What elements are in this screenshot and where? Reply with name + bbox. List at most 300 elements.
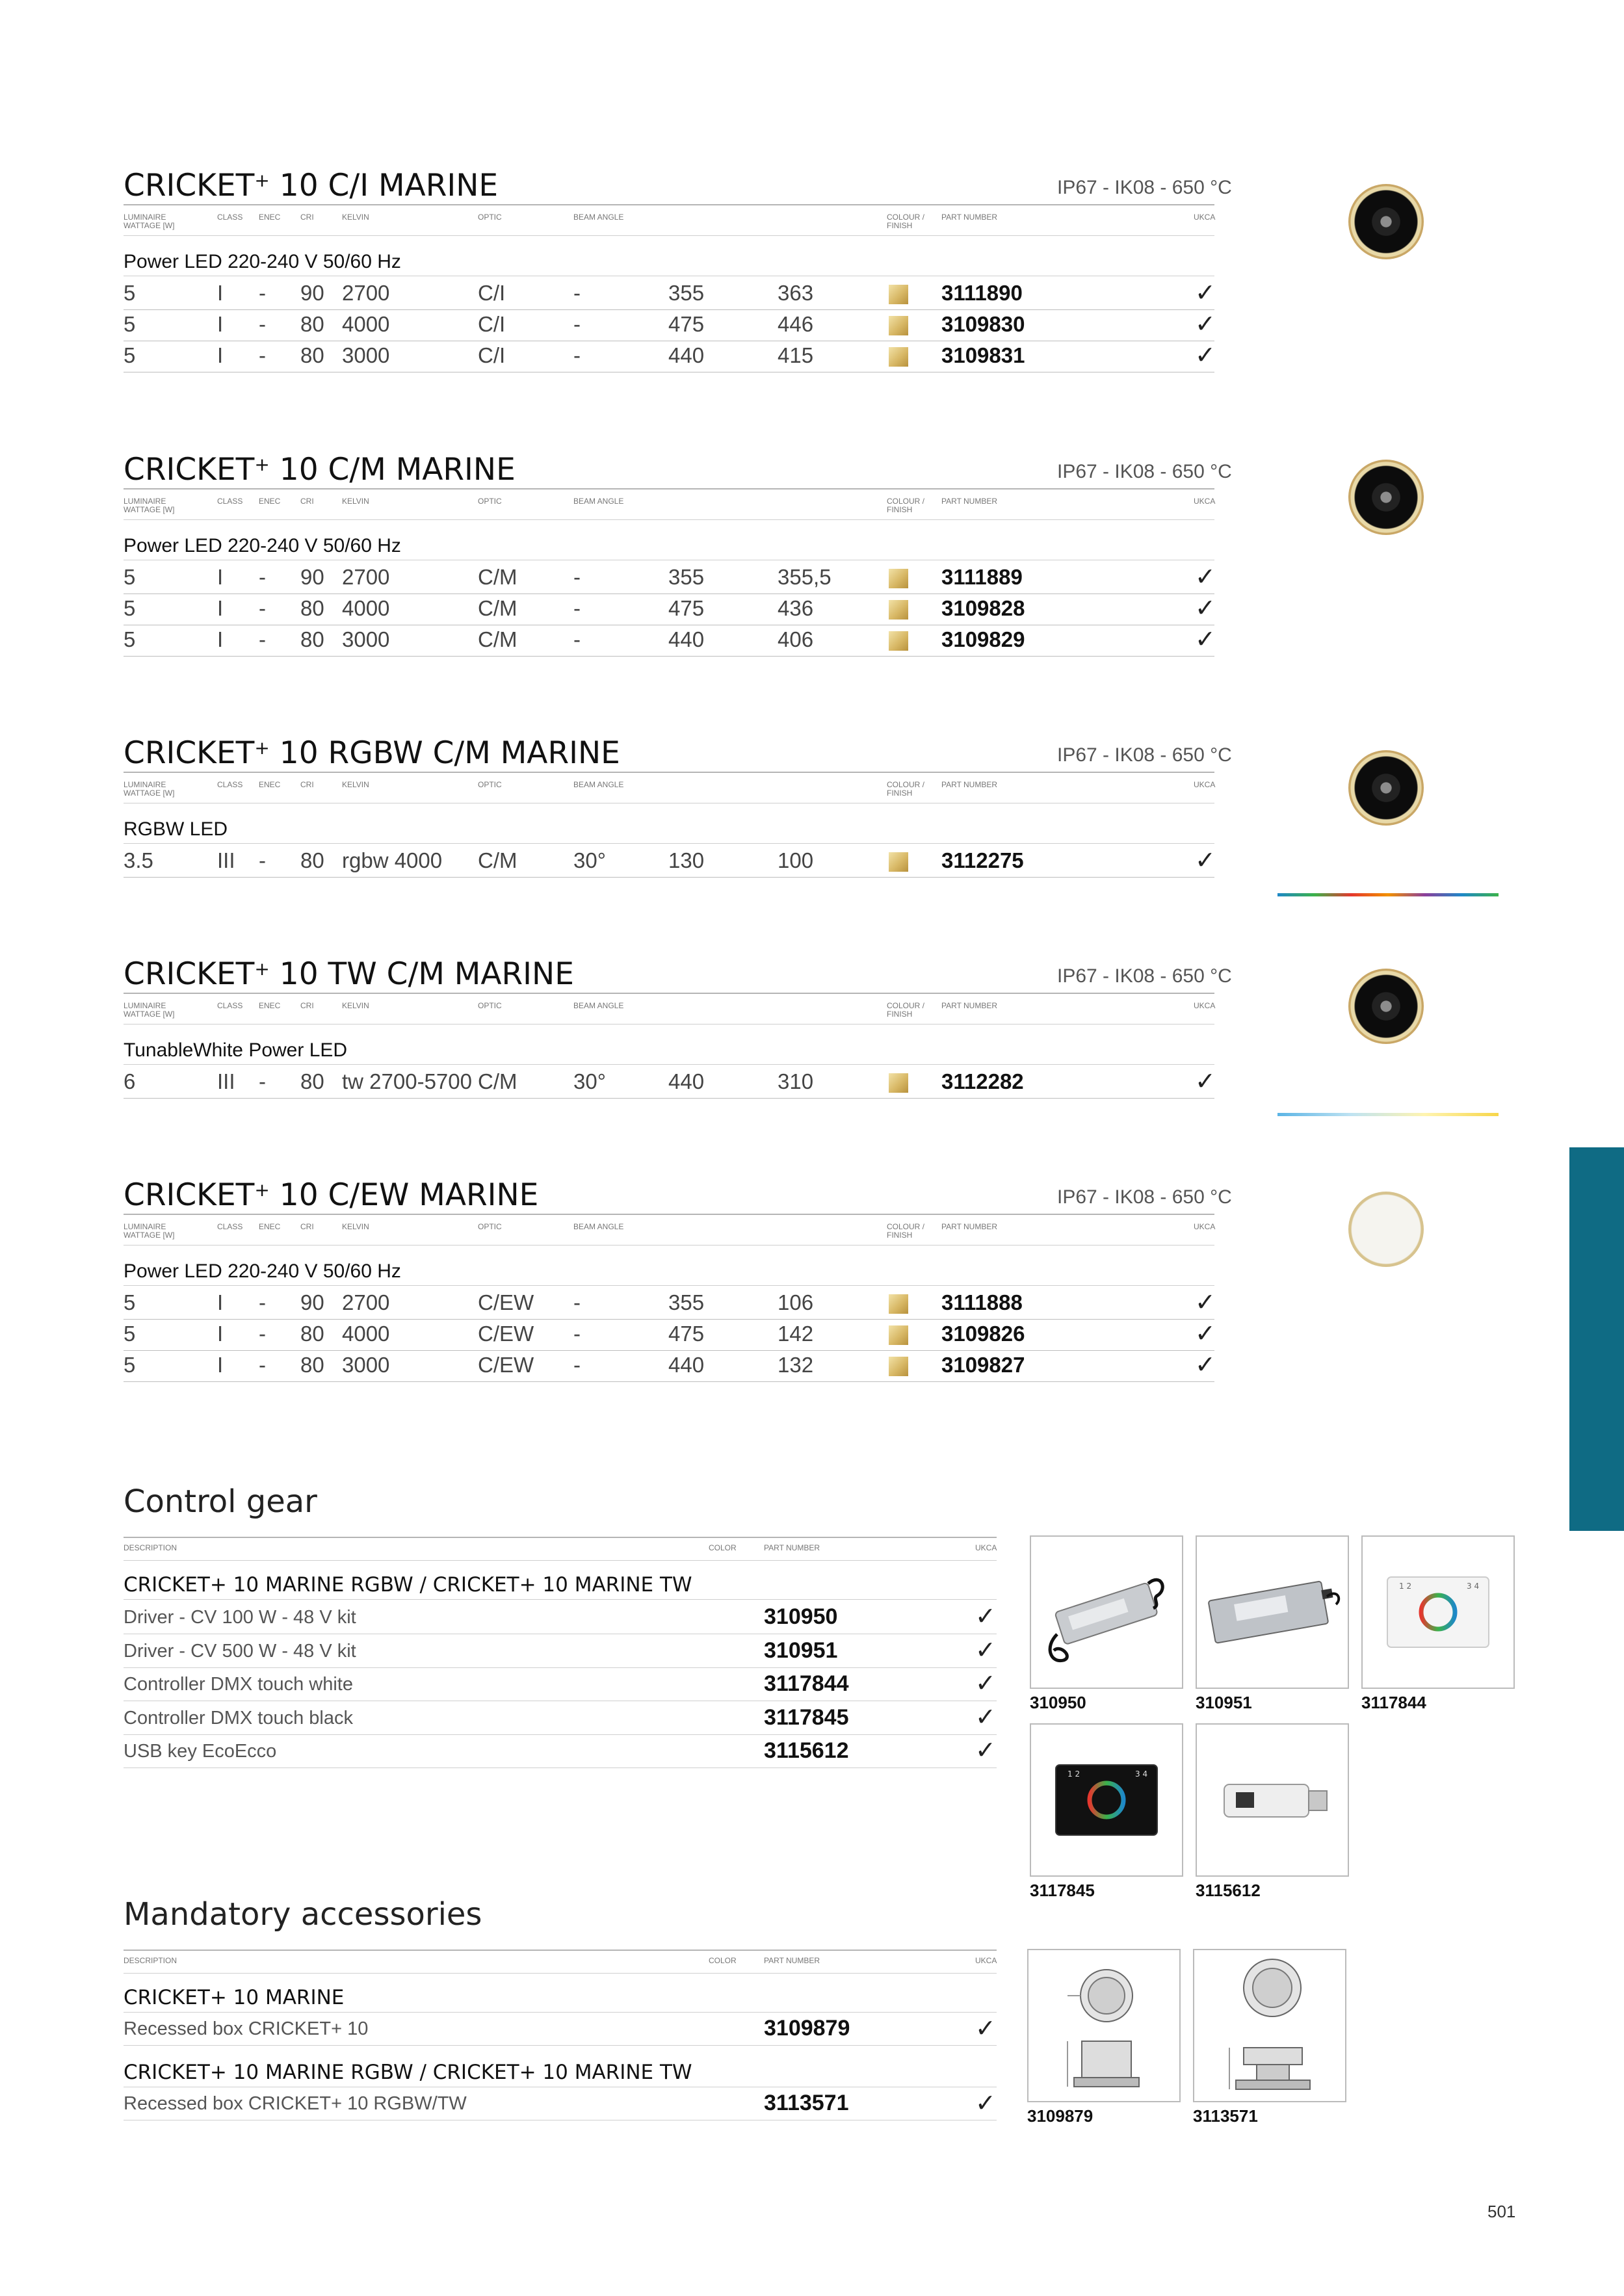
cell-optic: C/M (478, 565, 517, 589)
cell-kelvin: 3000 (342, 627, 390, 651)
cell-beam: - (573, 565, 581, 589)
cell-enec: - (259, 1353, 266, 1377)
title-name: CRICKET (124, 956, 255, 992)
finish-swatch-icon (889, 347, 908, 367)
thumb-label: 310950 (1030, 1693, 1086, 1712)
thumb-usb-key (1196, 1723, 1349, 1877)
title-plus: + (254, 1179, 270, 1201)
control-gear-part-number: 310950 (764, 1604, 838, 1629)
cell-cri: 80 (300, 343, 324, 367)
column-header-optic: OPTIC (478, 213, 502, 222)
divider (124, 488, 1214, 489)
product-subtitle: Power LED 220-240 V 50/60 Hz (124, 535, 401, 556)
header-part-number: PART NUMBER (764, 1956, 820, 1965)
title-name: CRICKET (124, 735, 255, 771)
thumb-label: 3117844 (1361, 1693, 1426, 1712)
product-subtitle: TunableWhite Power LED (124, 1039, 348, 1061)
divider (124, 1064, 1214, 1065)
cell-beam: - (573, 627, 581, 651)
finish-swatch-icon (889, 569, 908, 588)
column-header-wattage: LUMINAIRE WATTAGE [W] (124, 780, 175, 798)
thumb-driver-100w (1030, 1535, 1183, 1689)
divider (124, 2045, 997, 2046)
part-number: 3109830 (941, 312, 1025, 336)
cell-class: I (217, 281, 224, 305)
column-header-ukca: UKCA (1194, 213, 1216, 222)
cell-ls: 355 (668, 281, 705, 305)
finish-swatch-icon (889, 852, 908, 872)
header-description: DESCRIPTION (124, 1956, 177, 1965)
column-header-beam: BEAM ANGLE (573, 780, 624, 789)
cell-class: I (217, 1290, 224, 1314)
svg-text:1 2: 1 2 (1399, 1582, 1412, 1591)
cell-optic: C/M (478, 848, 517, 872)
title-name: CRICKET (124, 1177, 255, 1213)
cell-ls: 440 (668, 343, 705, 367)
column-header-colour: COLOUR / FINISH (887, 1001, 925, 1019)
recessed-box-drawing-icon (1028, 1950, 1179, 2101)
column-header-ukca: UKCA (1194, 1222, 1216, 1231)
divider (124, 2012, 997, 2013)
cell-class: I (217, 343, 224, 367)
column-header-ukca: UKCA (1194, 780, 1216, 789)
header-color: COLOR (709, 1956, 737, 1965)
cell-w: 6 (124, 1069, 136, 1093)
column-header-ukca: UKCA (1194, 1001, 1216, 1010)
controller-icon (1363, 1537, 1513, 1688)
column-header-part: PART NUMBER (941, 1001, 998, 1010)
cell-lum: 310 (778, 1069, 814, 1093)
cell-beam: - (573, 1290, 581, 1314)
title-variant: 10 C/I MARINE (269, 168, 499, 203)
driver-icon (1197, 1537, 1348, 1688)
accessory-description: Recessed box CRICKET+ 10 (124, 2018, 369, 2039)
cell-lum: 106 (778, 1290, 814, 1314)
cell-cri: 80 (300, 1069, 324, 1093)
rgb-color-bar (1277, 893, 1499, 896)
cell-class: III (217, 848, 235, 872)
product-image-ci (1348, 184, 1424, 259)
product-subtitle: Power LED 220-240 V 50/60 Hz (124, 1260, 401, 1282)
column-header-class: CLASS (217, 780, 243, 789)
cell-ls: 130 (668, 848, 705, 872)
column-header-kelvin: KELVIN (342, 1222, 369, 1231)
title-name: CRICKET (124, 168, 255, 203)
cell-beam: - (573, 1322, 581, 1346)
column-header-optic: OPTIC (478, 497, 502, 506)
cell-cri: 80 (300, 1353, 324, 1377)
product-title (124, 956, 574, 992)
divider (124, 843, 1214, 844)
column-header-wattage: LUMINAIRE WATTAGE [W] (124, 1222, 175, 1240)
ukca-check-icon: ✓ (1195, 342, 1216, 369)
column-header-class: CLASS (217, 213, 243, 222)
cell-w: 5 (124, 343, 136, 367)
svg-text:3 4: 3 4 (1467, 1582, 1480, 1591)
cell-kelvin: 4000 (342, 596, 390, 620)
cell-class: I (217, 565, 224, 589)
cell-optic: C/EW (478, 1353, 534, 1377)
cell-optic: C/M (478, 596, 517, 620)
cell-kelvin: 2700 (342, 1290, 390, 1314)
divider (124, 1319, 1214, 1320)
accessory-part-number: 3113571 (764, 2091, 849, 2115)
column-header-kelvin: KELVIN (342, 780, 369, 789)
thumb-recessed-box (1027, 1949, 1181, 2102)
column-header-colour: COLOUR / FINISH (887, 497, 925, 514)
cell-lum: 100 (778, 848, 814, 872)
column-header-cri: CRI (300, 780, 314, 789)
finish-swatch-icon (889, 600, 908, 620)
column-header-kelvin: KELVIN (342, 213, 369, 222)
cell-beam: - (573, 312, 581, 336)
cell-optic: C/M (478, 627, 517, 651)
divider (124, 1560, 997, 1561)
product-title (124, 168, 498, 203)
cell-lum: 363 (778, 281, 814, 305)
divider (124, 1973, 997, 1974)
product-title (124, 735, 620, 771)
cell-class: III (217, 1069, 235, 1093)
ukca-check-icon: ✓ (975, 1703, 996, 1731)
column-header-wattage: LUMINAIRE WATTAGE [W] (124, 213, 175, 230)
ukca-check-icon: ✓ (1195, 626, 1216, 653)
thumb-label: 310951 (1196, 1693, 1252, 1712)
ukca-check-icon: ✓ (1195, 564, 1216, 591)
control-gear-description: USB key EcoEcco (124, 1741, 277, 1762)
part-number: 3111889 (941, 565, 1023, 589)
column-header-colour: COLOUR / FINISH (887, 1222, 925, 1240)
column-header-class: CLASS (217, 1001, 243, 1010)
product-image-tw (1348, 969, 1424, 1044)
column-header-class: CLASS (217, 1222, 243, 1231)
column-header-beam: BEAM ANGLE (573, 1001, 624, 1010)
divider (124, 1381, 1214, 1382)
thumb-label: 3117845 (1030, 1881, 1095, 1900)
cell-ls: 355 (668, 565, 705, 589)
cell-w: 3.5 (124, 848, 153, 872)
ip-rating: IP67 - IK08 - 650 °C (1057, 461, 1232, 482)
product-image-cm (1348, 460, 1424, 535)
column-header-beam: BEAM ANGLE (573, 213, 624, 222)
control-gear-part-number: 3115612 (764, 1738, 849, 1763)
control-gear-part-number: 310951 (764, 1637, 838, 1663)
driver-icon (1031, 1537, 1182, 1688)
part-number: 3109829 (941, 627, 1025, 651)
control-gear-part-number: 3117845 (764, 1704, 849, 1730)
finish-swatch-icon (889, 1325, 908, 1345)
cell-kelvin: 3000 (342, 1353, 390, 1377)
ukca-check-icon: ✓ (975, 2090, 996, 2117)
column-header-part: PART NUMBER (941, 1222, 998, 1231)
title-name: CRICKET (124, 452, 255, 488)
product-subtitle: RGBW LED (124, 818, 228, 840)
section-tab (1569, 1147, 1624, 1531)
cell-enec: - (259, 343, 266, 367)
divider (124, 1734, 997, 1735)
thumb-label: 3115612 (1196, 1881, 1261, 1900)
control-gear-title: Control gear (124, 1483, 317, 1520)
cell-kelvin: 2700 (342, 565, 390, 589)
header-part-number: PART NUMBER (764, 1543, 820, 1552)
cell-kelvin: 3000 (342, 343, 390, 367)
cell-kelvin: rgbw 4000 (342, 848, 443, 872)
cell-lum: 355,5 (778, 565, 832, 589)
divider (124, 1350, 1214, 1351)
cell-optic: C/I (478, 281, 506, 305)
cell-kelvin: 4000 (342, 1322, 390, 1346)
column-header-part: PART NUMBER (941, 213, 998, 222)
cell-optic: C/EW (478, 1322, 534, 1346)
cell-ls: 475 (668, 312, 705, 336)
finish-swatch-icon (889, 1294, 908, 1314)
cell-cri: 80 (300, 1322, 324, 1346)
cell-w: 5 (124, 1322, 136, 1346)
finish-swatch-icon (889, 631, 908, 651)
ukca-check-icon: ✓ (1195, 311, 1216, 338)
cell-w: 5 (124, 312, 136, 336)
column-header-enec: ENEC (259, 780, 281, 789)
cell-optic: C/EW (478, 1290, 534, 1314)
cell-cri: 80 (300, 312, 324, 336)
ukca-check-icon: ✓ (1195, 1289, 1216, 1316)
divider (124, 204, 1214, 205)
ukca-check-icon: ✓ (1195, 1351, 1216, 1379)
divider (124, 1599, 997, 1600)
product-title (124, 452, 516, 488)
cell-kelvin: 2700 (342, 281, 390, 305)
column-header-wattage: LUMINAIRE WATTAGE [W] (124, 1001, 175, 1019)
cell-ls: 475 (668, 596, 705, 620)
ukca-check-icon: ✓ (1195, 595, 1216, 622)
column-header-ukca: UKCA (1194, 497, 1216, 506)
column-header-colour: COLOUR / FINISH (887, 213, 925, 230)
cell-ls: 440 (668, 627, 705, 651)
cell-class: I (217, 596, 224, 620)
column-header-cri: CRI (300, 497, 314, 506)
accessory-group-subtitle: CRICKET+ 10 MARINE RGBW / CRICKET+ 10 MARINE TW (124, 2061, 692, 2084)
ip-rating: IP67 - IK08 - 650 °C (1057, 744, 1232, 766)
title-variant: 10 TW C/M MARINE (269, 956, 574, 992)
thumb-controller-white (1361, 1535, 1515, 1689)
product-image-cew (1348, 1192, 1424, 1267)
product-subtitle: Power LED 220-240 V 50/60 Hz (124, 251, 401, 272)
cell-cri: 90 (300, 565, 324, 589)
part-number: 3111890 (941, 281, 1023, 305)
title-plus: + (254, 958, 270, 980)
divider (124, 1245, 1214, 1246)
header-description: DESCRIPTION (124, 1543, 177, 1552)
cell-optic: C/I (478, 343, 506, 367)
part-number: 3109831 (941, 343, 1025, 367)
product-title (124, 1177, 538, 1213)
cell-cri: 90 (300, 1290, 324, 1314)
ukca-check-icon: ✓ (975, 1603, 996, 1630)
cell-ls: 440 (668, 1353, 705, 1377)
divider (124, 877, 1214, 878)
header-ukca: UKCA (975, 1956, 997, 1965)
cell-w: 5 (124, 596, 136, 620)
accessory-group-subtitle: CRICKET+ 10 MARINE (124, 1986, 345, 2009)
cell-cri: 80 (300, 596, 324, 620)
title-variant: 10 RGBW C/M MARINE (269, 735, 620, 771)
part-number: 3109826 (941, 1322, 1025, 1346)
title-variant: 10 C/M MARINE (269, 452, 516, 488)
column-header-part: PART NUMBER (941, 780, 998, 789)
cell-enec: - (259, 565, 266, 589)
control-gear-description: Driver - CV 100 W - 48 V kit (124, 1607, 356, 1628)
finish-swatch-icon (889, 285, 908, 304)
title-variant: 10 C/EW MARINE (269, 1177, 539, 1213)
cell-class: I (217, 1353, 224, 1377)
part-number: 3112282 (941, 1069, 1024, 1093)
part-number: 3112275 (941, 848, 1024, 872)
product-image-rgbw (1348, 750, 1424, 826)
cell-ls: 355 (668, 1290, 705, 1314)
column-header-optic: OPTIC (478, 1222, 502, 1231)
title-plus: + (254, 454, 270, 475)
control-gear-description: Controller DMX touch black (124, 1707, 353, 1729)
column-header-optic: OPTIC (478, 780, 502, 789)
cell-kelvin: 4000 (342, 312, 390, 336)
divider (124, 1214, 1214, 1215)
cell-beam: - (573, 596, 581, 620)
thumb-controller-black (1030, 1723, 1183, 1877)
cell-w: 5 (124, 627, 136, 651)
finish-swatch-icon (889, 1073, 908, 1093)
svg-text:1 2: 1 2 (1067, 1769, 1080, 1779)
column-header-beam: BEAM ANGLE (573, 1222, 624, 1231)
cell-class: I (217, 627, 224, 651)
ukca-check-icon: ✓ (975, 1737, 996, 1764)
column-header-wattage: LUMINAIRE WATTAGE [W] (124, 497, 175, 514)
cell-class: I (217, 312, 224, 336)
cell-lum: 415 (778, 343, 814, 367)
part-number: 3109827 (941, 1353, 1025, 1377)
cell-lum: 142 (778, 1322, 814, 1346)
page-number: 501 (1487, 2202, 1516, 2221)
divider (124, 656, 1214, 657)
part-number: 3111888 (941, 1290, 1023, 1314)
ip-rating: IP67 - IK08 - 650 °C (1057, 1186, 1232, 1208)
divider (124, 993, 1214, 994)
cell-w: 5 (124, 281, 136, 305)
accessories-title: Mandatory accessories (124, 1896, 482, 1933)
column-header-enec: ENEC (259, 1001, 281, 1010)
cell-enec: - (259, 312, 266, 336)
cell-enec: - (259, 627, 266, 651)
cell-ls: 440 (668, 1069, 705, 1093)
column-header-cri: CRI (300, 1222, 314, 1231)
ukca-check-icon: ✓ (975, 1670, 996, 1697)
part-number: 3109828 (941, 596, 1025, 620)
column-header-beam: BEAM ANGLE (573, 497, 624, 506)
cell-enec: - (259, 1069, 266, 1093)
column-header-enec: ENEC (259, 497, 281, 506)
column-header-enec: ENEC (259, 213, 281, 222)
cell-cri: 80 (300, 627, 324, 651)
finish-swatch-icon (889, 316, 908, 335)
ip-rating: IP67 - IK08 - 650 °C (1057, 965, 1232, 987)
column-header-kelvin: KELVIN (342, 497, 369, 506)
cell-w: 5 (124, 1353, 136, 1377)
divider (124, 1950, 997, 1951)
ukca-check-icon: ✓ (1195, 1320, 1216, 1348)
accessory-part-number: 3109879 (764, 2016, 850, 2041)
cell-enec: - (259, 1322, 266, 1346)
cell-ls: 475 (668, 1322, 705, 1346)
controller-icon (1031, 1725, 1182, 1875)
divider (124, 519, 1214, 520)
cell-lum: 446 (778, 312, 814, 336)
recessed-box-drawing-icon (1194, 1950, 1345, 2101)
column-header-cri: CRI (300, 213, 314, 222)
cell-lum: 132 (778, 1353, 814, 1377)
ukca-check-icon: ✓ (1195, 280, 1216, 307)
cell-lum: 436 (778, 596, 814, 620)
accessory-description: Recessed box CRICKET+ 10 RGBW/TW (124, 2093, 467, 2114)
ip-rating: IP67 - IK08 - 650 °C (1057, 177, 1232, 198)
thumb-label: 3113571 (1193, 2106, 1258, 2126)
control-gear-part-number: 3117844 (764, 1671, 849, 1696)
column-header-colour: COLOUR / FINISH (887, 780, 925, 798)
column-header-optic: OPTIC (478, 1001, 502, 1010)
cell-optic: C/I (478, 312, 506, 336)
header-color: COLOR (709, 1543, 737, 1552)
title-plus: + (254, 737, 270, 759)
cell-kelvin: tw 2700-5700 (342, 1069, 472, 1093)
cell-beam: - (573, 343, 581, 367)
column-header-cri: CRI (300, 1001, 314, 1010)
finish-swatch-icon (889, 1357, 908, 1376)
column-header-enec: ENEC (259, 1222, 281, 1231)
cell-w: 5 (124, 1290, 136, 1314)
usb-key-icon (1197, 1725, 1348, 1875)
thumb-recessed-box-rgbw (1193, 1949, 1346, 2102)
control-gear-subtitle: CRICKET+ 10 MARINE RGBW / CRICKET+ 10 MARINE TW (124, 1573, 692, 1597)
cell-beam: - (573, 281, 581, 305)
divider (124, 1285, 1214, 1286)
divider (124, 1667, 997, 1668)
cell-cri: 90 (300, 281, 324, 305)
column-header-part: PART NUMBER (941, 497, 998, 506)
svg-text:3 4: 3 4 (1135, 1769, 1148, 1779)
ukca-check-icon: ✓ (975, 2015, 996, 2042)
cell-beam: - (573, 1353, 581, 1377)
divider (124, 309, 1214, 310)
header-ukca: UKCA (975, 1543, 997, 1552)
divider (124, 235, 1214, 236)
title-plus: + (254, 170, 270, 191)
tunable-white-bar (1277, 1113, 1499, 1116)
cell-w: 5 (124, 565, 136, 589)
ukca-check-icon: ✓ (975, 1636, 996, 1664)
cell-enec: - (259, 1290, 266, 1314)
cell-beam: 30° (573, 848, 606, 872)
divider (124, 1537, 997, 1538)
thumb-label: 3109879 (1027, 2106, 1094, 2126)
cell-enec: - (259, 596, 266, 620)
thumb-driver-500w (1196, 1535, 1349, 1689)
control-gear-description: Driver - CV 500 W - 48 V kit (124, 1640, 356, 1662)
divider (124, 1098, 1214, 1099)
cell-enec: - (259, 281, 266, 305)
control-gear-description: Controller DMX touch white (124, 1674, 353, 1695)
ukca-check-icon: ✓ (1195, 847, 1216, 874)
cell-beam: 30° (573, 1069, 606, 1093)
cell-enec: - (259, 848, 266, 872)
divider (124, 772, 1214, 773)
